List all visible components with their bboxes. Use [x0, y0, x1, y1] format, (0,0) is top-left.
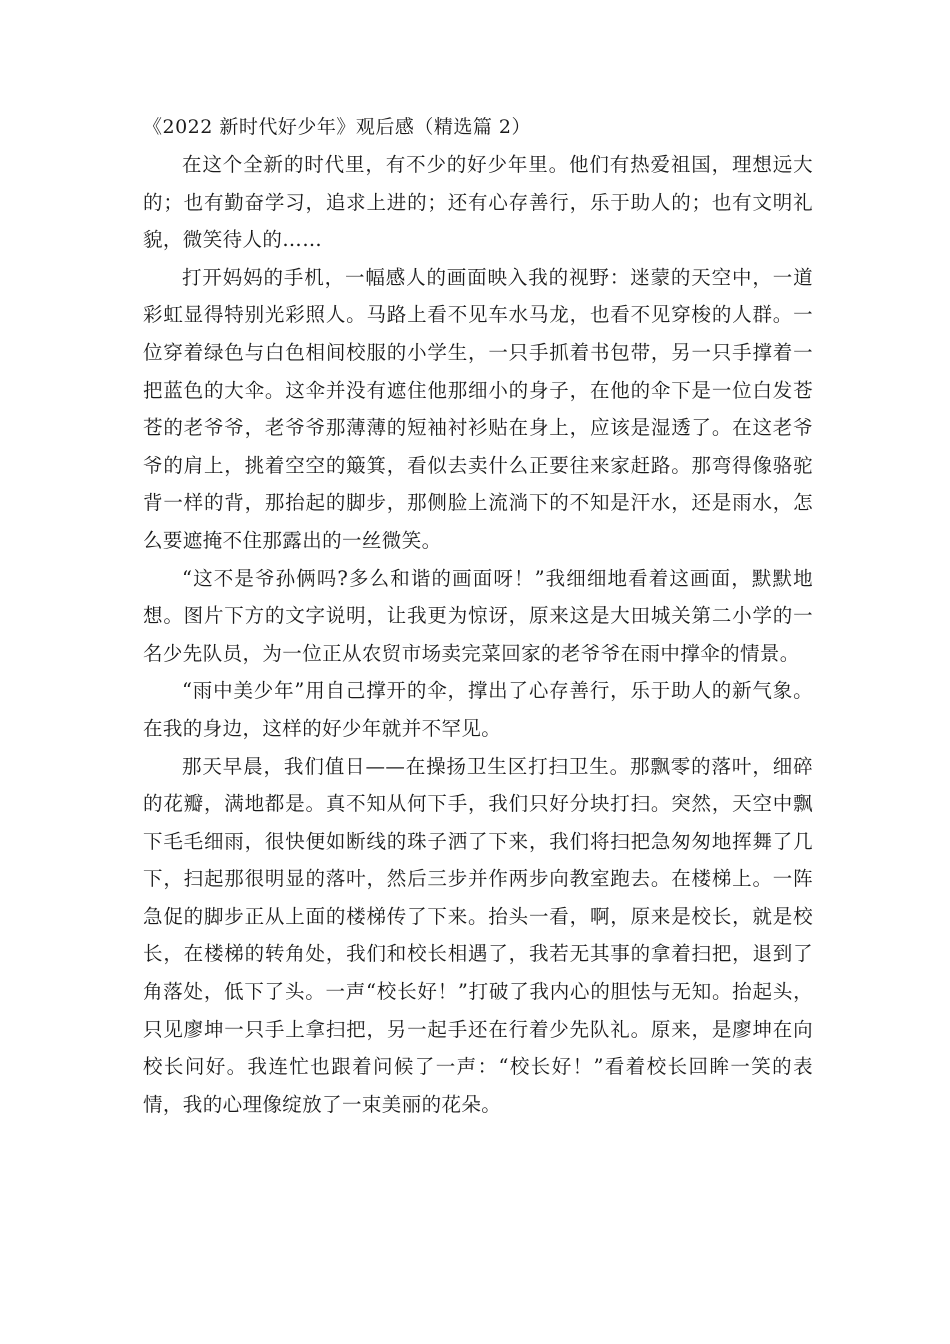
paragraph-intro: 在这个全新的时代里，有不少的好少年里。他们有热爱祖国，理想远大的；也有勤奋学习，追求上进的；还有心存善行，乐于助人的；也有文明礼貌，微笑待人的……: [143, 153, 813, 252]
paragraph-rain-youth: “雨中美少年”用自己撑开的伞，撑出了心存善行，乐于助人的新气象。在我的身边，这样的好少年就并不罕见。: [143, 679, 813, 740]
paragraph-phone-picture: 打开妈妈的手机，一幅感人的画面映入我的视野：迷蒙的天空中，一道彩虹显得特别光彩照人。马路上看不见车水马龙，也看不见穿梭的人群。一位穿着绿色与白色相间校服的小学生，一只手抓着书包带，另一只手撑着一把蓝色的大伞。这伞并没有遮住他那细小的身子，在他的伞下是一位白发苍苍的老爷爷，老爷爷那薄薄的短袖衬衫贴在身上，应该是湿透了。在这老爷爷的肩上，挑着空空的簸箕，看似去卖什么正要往来家赶路。那弯得像骆驼背一样的背，那抬起的脚步，那侧脸上流淌下的不知是汗水，还是雨水，怎么要遮掩不住那露出的一丝微笑。: [143, 265, 813, 552]
document-page: [143, 112, 813, 1123]
paragraph-morning-duty: 那天早晨，我们值日——在操扬卫生区打扫卫生。那飘零的落叶，细碎的花瓣，满地都是。真不知从何下手，我们只好分块打扫。突然，天空中飘下毛毛细雨，很快便如断线的珠子洒了下来，我们将扫把急匆匆地挥舞了几下，扫起那很明显的落叶，然后三步并作两步向教室跑去。在楼梯上。一阵急促的脚步正从上面的楼梯传了下来。抬头一看，啊，原来是校长，就是校长，在楼梯的转角处，我们和校长相遇了，我若无其事的拿着扫把，退到了角落处，低下了头。一声“校长好！”打破了我内心的胆怯与无知。抬起头，只见廖坤一只手上拿扫把，另一起手还在行着少先队礼。原来，是廖坤在向校长问好。我连忙也跟着问候了一声：“校长好！”看着校长回眸一笑的表情，我的心理像绽放了一束美丽的花朵。: [143, 754, 813, 1116]
document-title: 《2022 新时代好少年》观后感（精选篇 2）: [143, 116, 532, 138]
paragraph-reflection: “这不是爷孙俩吗?多么和谐的画面呀！”我细细地看着这画面，默默地想。图片下方的文字说明，让我更为惊讶，原来这是大田城关第二小学的一名少先队员，为一位正从农贸市场卖完菜回家的老爷爷在雨中撑伞的情景。: [143, 566, 813, 665]
